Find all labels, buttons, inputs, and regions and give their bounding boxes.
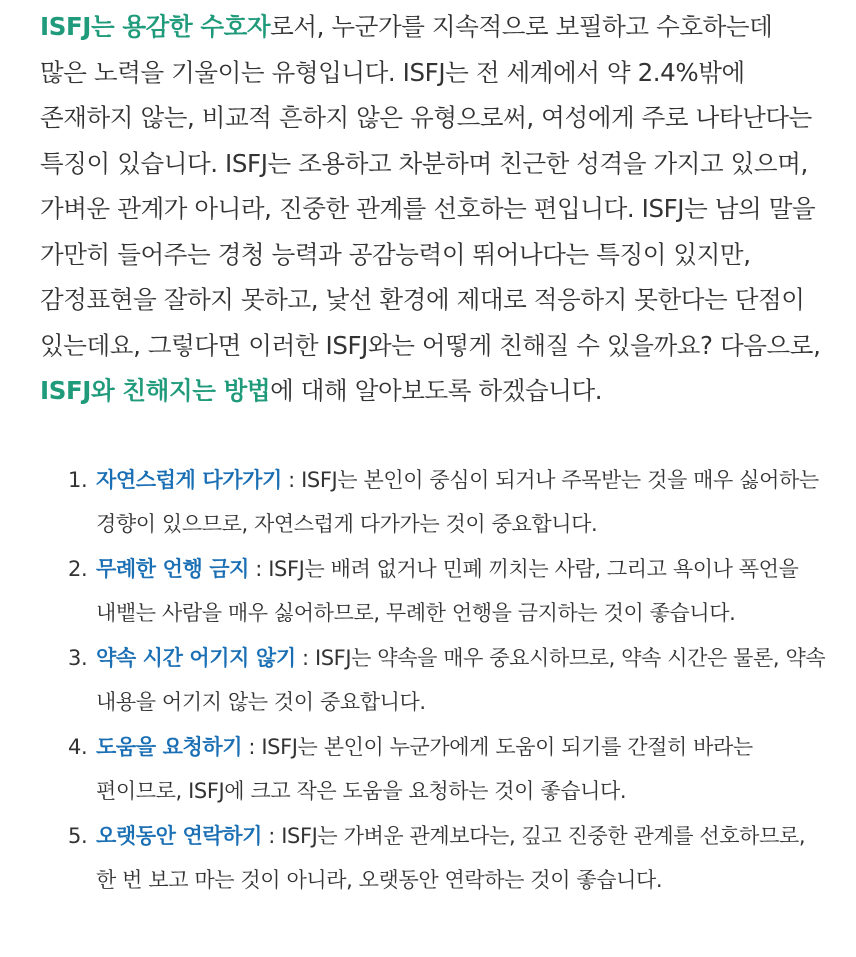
list-item-number: 2. <box>68 556 88 581</box>
list-item <box>68 725 826 814</box>
intro-highlight-start: ISFJ는 용감한 수호자 <box>40 12 271 41</box>
list-item-title: 자연스럽게 다가가기 <box>96 467 282 492</box>
list-item-number: 1. <box>68 467 88 492</box>
tips-list <box>40 458 826 903</box>
list-item-title: 무례한 언행 금지 <box>96 556 250 581</box>
list-item-title: 오랫동안 연락하기 <box>96 823 262 848</box>
list-item <box>68 814 826 903</box>
list-item-number: 3. <box>68 645 88 670</box>
intro-text-part2: 에 대해 알아보도록 하겠습니다. <box>270 376 603 405</box>
list-item-number: 5. <box>68 823 88 848</box>
intro-text-part1: 로서, 누군가를 지속적으로 보필하고 수호하는데 많은 노력을 기울이는 유형입니다. ISFJ는 전 세계에서 약 2.4%밖에 존재하지 않는, 비교적 흔하지 않은 유형으로써, 여성에게 주로 나타난다는 특징이 있습니다. ISFJ는 조용하고 차분하며 친근한 성격을 가지고 있으며, 가벼운 관계가 아니라, 진중한 관계를 선호하는 편입니다. ISFJ는 남의 말을 가만히 들어주는 경청 능력과 공감능력이 뛰어나다는 특징이 있지만, 감정표현을 잘하지 못하고, 낯선 환경에 제대로 적응하지 못한다는 단점이 있는데요, 그렇다면 이러한 ISFJ와는 어떻게 친해질 수 있을까요? 다음으로, <box>40 12 821 360</box>
list-item-text: : ISFJ는 본인이 누군가에게 도움이 되기를 간절히 바라는 편이므로, ISFJ에 크고 작은 도움을 요청하는 것이 좋습니다. <box>96 734 753 803</box>
list-item-title: 약속 시간 어기지 않기 <box>96 645 296 670</box>
list-item-text: : ISFJ는 약속을 매우 중요시하므로, 약속 시간은 물론, 약속 내용을 어기지 않는 것이 중요합니다. <box>96 645 826 714</box>
list-item <box>68 636 826 725</box>
list-item-text: : ISFJ는 가벼운 관계보다는, 깊고 진중한 관계를 선호하므로, 한 번 보고 마는 것이 아니라, 오랫동안 연락하는 것이 좋습니다. <box>96 823 806 892</box>
intro-paragraph <box>40 4 826 414</box>
list-item-text: : ISFJ는 배려 없거나 민폐 끼치는 사람, 그리고 욕이나 폭언을 내뱉는 사람을 매우 싫어하므로, 무례한 언행을 금지하는 것이 좋습니다. <box>96 556 799 625</box>
list-item <box>68 458 826 547</box>
intro-highlight-end: ISFJ와 친해지는 방법 <box>40 376 271 405</box>
list-item <box>68 547 826 636</box>
list-item-number: 4. <box>68 734 88 759</box>
list-item-title: 도움을 요청하기 <box>96 734 243 759</box>
list-item-text: : ISFJ는 본인이 중심이 되거나 주목받는 것을 매우 싫어하는 경향이 있으므로, 자연스럽게 다가가는 것이 중요합니다. <box>96 467 819 536</box>
